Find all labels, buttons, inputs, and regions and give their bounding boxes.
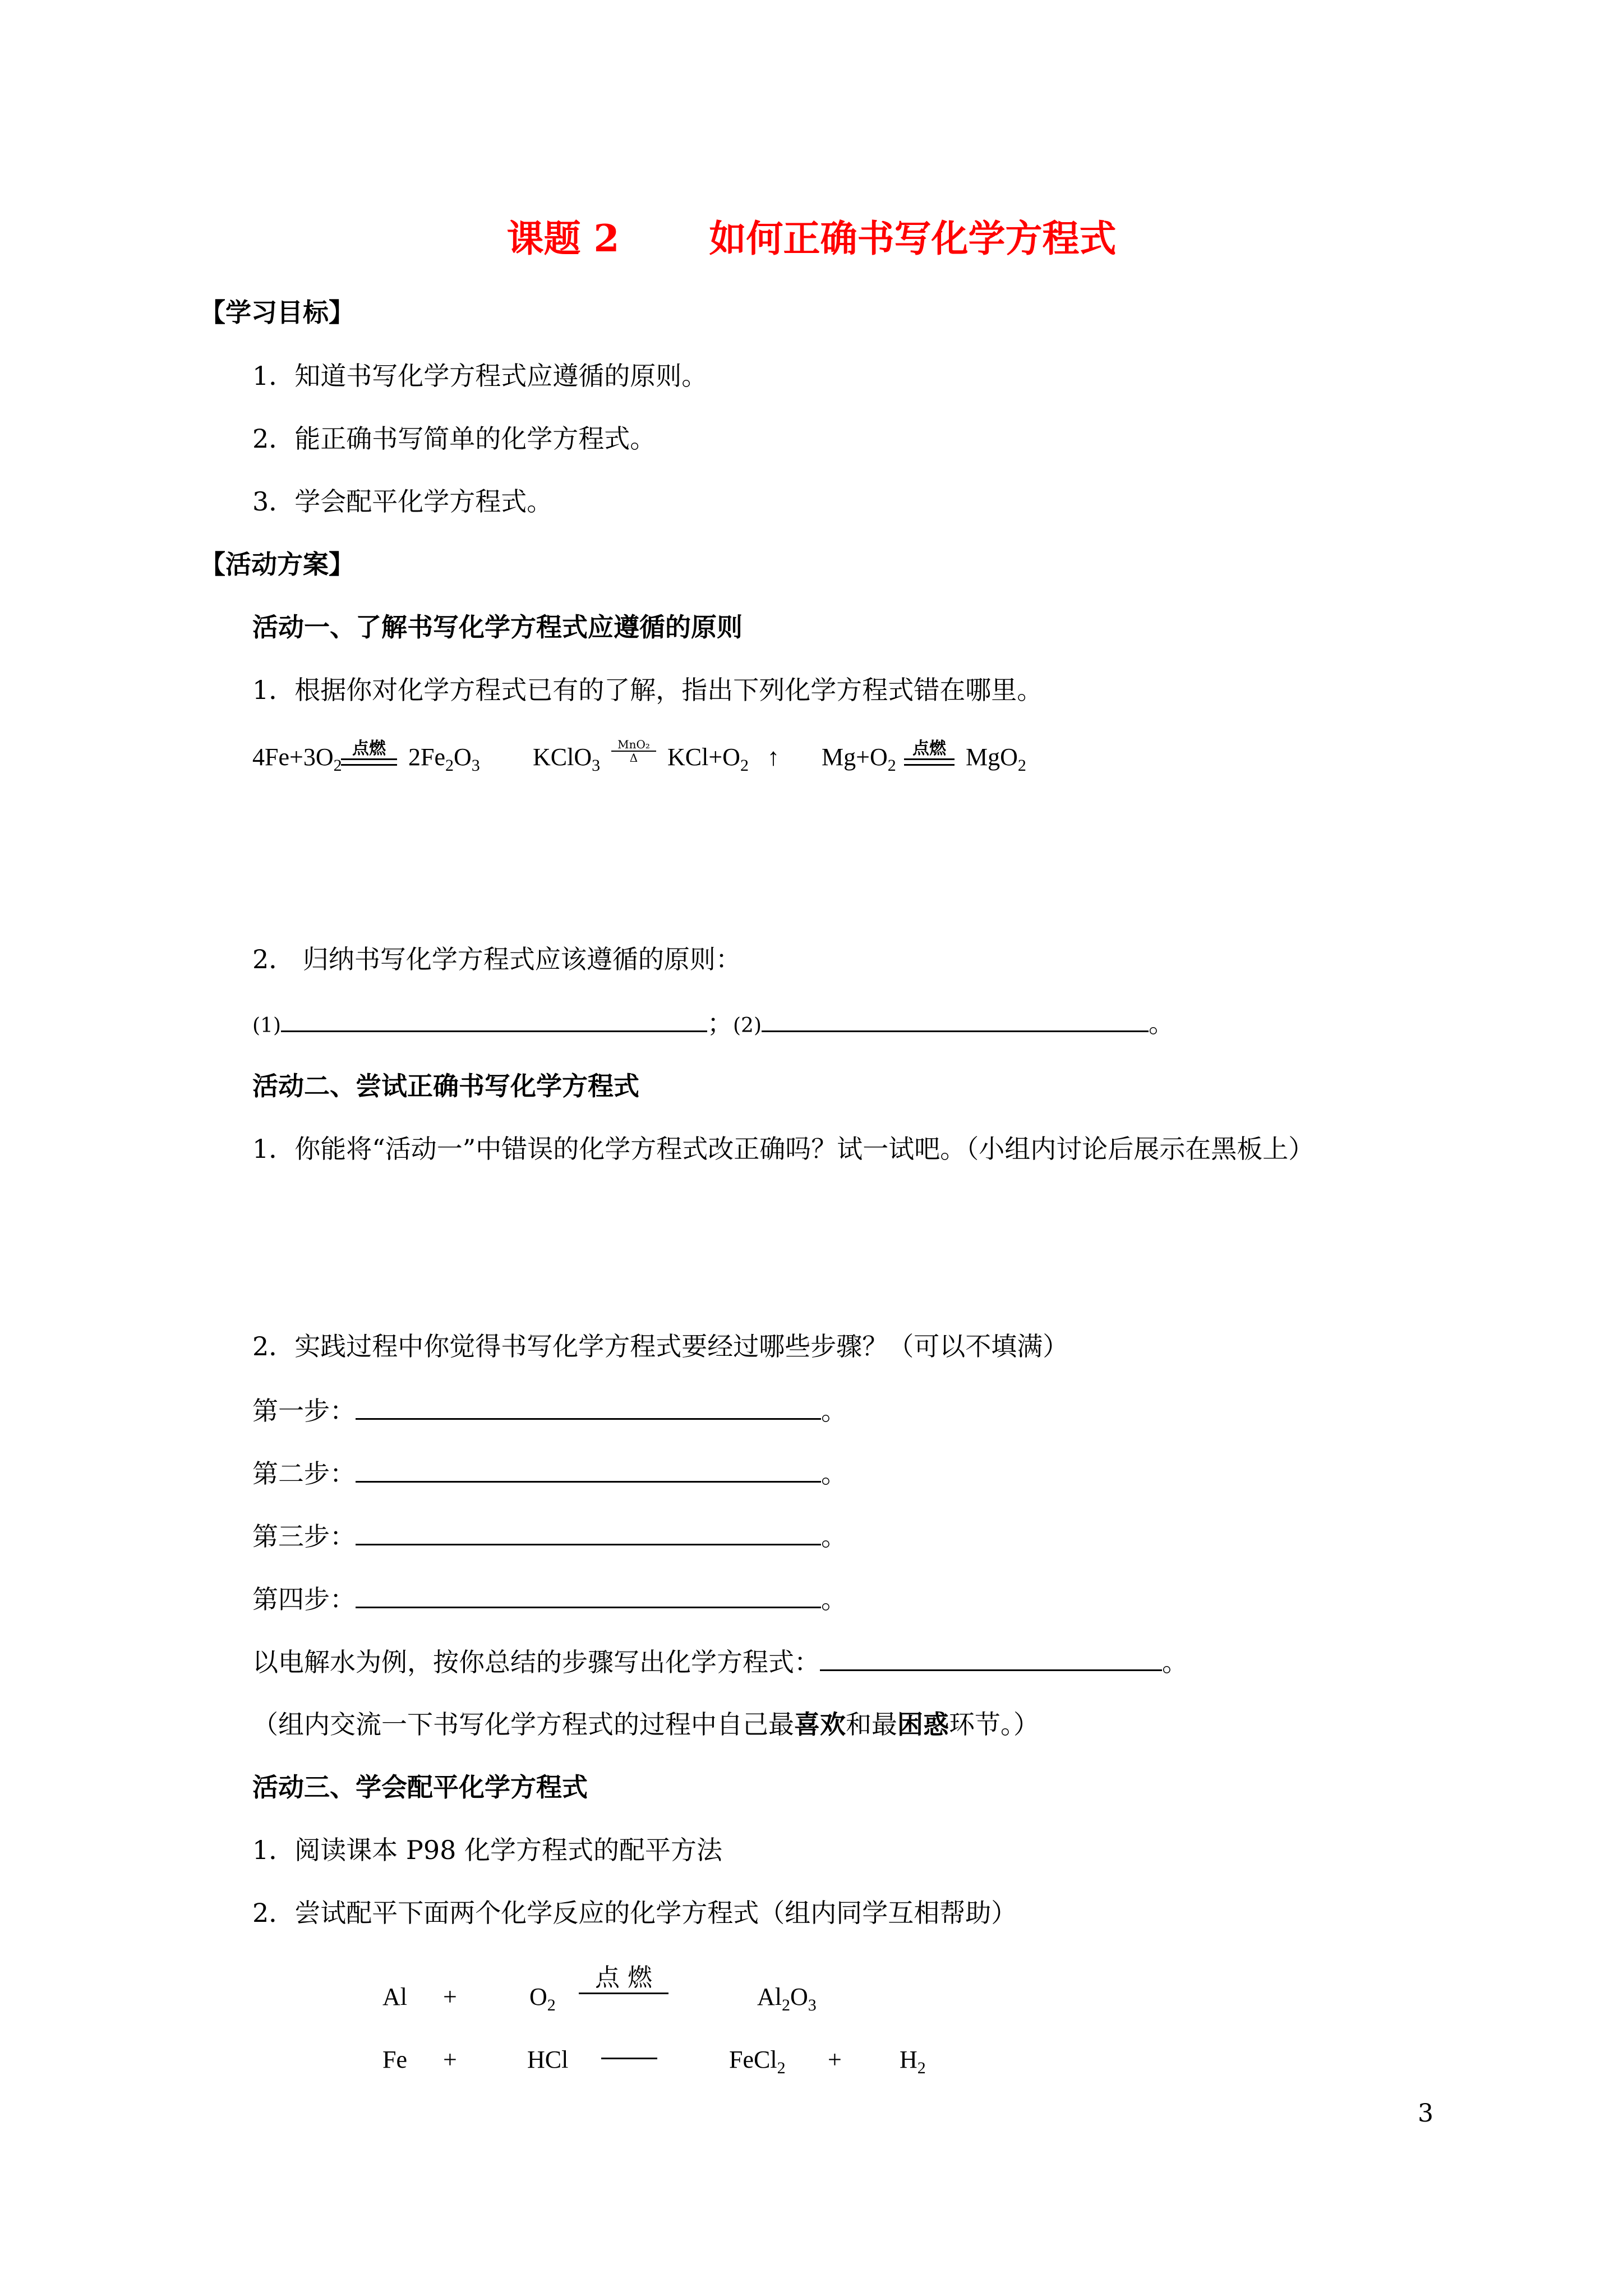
equation-3-product: MgO$_2$ — [966, 743, 1026, 775]
group-note: （组内交流一下书写化学方程式的过程中自己最喜欢和最困惑环节。） — [252, 1709, 1039, 1740]
activity1-question-2: 2． 归纳书写化学方程式应该遵循的原则： — [252, 944, 741, 974]
page-number: 3 — [1418, 2099, 1433, 2128]
reaction-2-reactant-b: HCl — [527, 2046, 569, 2073]
reaction-2-reactant-a: Fe — [382, 2046, 407, 2073]
objective-item: 3．学会配平化学方程式。 — [252, 486, 553, 517]
principle-2-blank[interactable] — [762, 1006, 1149, 1032]
step-3-blank[interactable] — [356, 1519, 821, 1545]
plan-heading: 【活动方案】 — [200, 549, 354, 579]
reaction-2-product-d: $H_2$ — [900, 2046, 926, 2077]
reaction-1-reactant-a: Al — [382, 1983, 407, 2010]
activity2-heading: 活动二、尝试正确书写化学方程式 — [252, 1071, 639, 1101]
lesson-number: 课题 2 — [506, 217, 620, 260]
step-2-blank[interactable] — [356, 1456, 821, 1483]
principles-blanks: (1) ；(2) 。 — [252, 1006, 1174, 1043]
reaction-2-product-c: FeCl$_2$ — [729, 2046, 786, 2077]
reaction-1-product: $Al_2O_3$ — [757, 1983, 817, 2014]
reaction-2-plus: + — [443, 2046, 457, 2073]
objective-item: 2．能正确书写简单的化学方程式。 — [252, 424, 656, 454]
equation-1: $4Fe+3O_2$ — [252, 743, 342, 775]
equation-1-condition: 点燃 — [341, 739, 397, 766]
reaction-1-plus: + — [443, 1983, 457, 2010]
equation-3-condition: 点燃 — [904, 739, 955, 766]
reaction-2-arrow-line — [601, 2058, 657, 2059]
step-4: 第四步： 。 — [252, 1582, 847, 1616]
electrolysis-blank[interactable] — [820, 1645, 1162, 1671]
reaction-2-plus-2: + — [828, 2046, 842, 2073]
activity1-heading: 活动一、了解书写化学方程式应遵循的原则 — [252, 612, 743, 642]
step-3: 第三步： 。 — [252, 1519, 847, 1553]
lesson-topic: 如何正确书写化学方程式 — [709, 217, 1117, 260]
objective-item: 1．知道书写化学方程式应遵循的原则。 — [252, 361, 708, 391]
activity2-question-2: 2．实践过程中你觉得书写化学方程式要经过哪些步骤？（可以不填满） — [252, 1331, 1069, 1361]
activity3-heading: 活动三、学会配平化学方程式 — [252, 1772, 588, 1802]
electrolysis-example: 以电解水为例，按你总结的步骤写出化学方程式： 。 — [252, 1645, 1188, 1679]
objectives-heading: 【学习目标】 — [200, 297, 354, 328]
reaction-1-condition: 点 燃 — [579, 1963, 668, 1994]
step-2: 第二步： 。 — [252, 1456, 847, 1490]
activity3-question-1: 1．阅读课本 P98 化学方程式的配平方法 — [252, 1835, 722, 1865]
gas-arrow-icon: ↑ — [767, 743, 780, 771]
page-title — [0, 213, 1623, 264]
activity3-question-2: 2．尝试配平下面两个化学反应的化学方程式（组内同学互相帮助） — [252, 1898, 1017, 1928]
activity1-question-1: 1．根据你对化学方程式已有的了解，指出下列化学方程式错在哪里。 — [252, 675, 1043, 705]
step-1: 第一步： 。 — [252, 1393, 847, 1428]
equation-2-product: $KCl+O_2$ ↑ — [667, 743, 780, 775]
step-4-blank[interactable] — [356, 1582, 821, 1608]
equation-2-condition: MnO₂ Δ — [611, 738, 656, 764]
reaction-1-reactant-b: $O_2$ — [529, 1983, 556, 2014]
principle-1-blank[interactable] — [281, 1006, 707, 1032]
equation-2: KClO$_3$ — [533, 743, 601, 775]
equation-1-product: $2Fe_2O_3$ — [408, 743, 480, 775]
equation-3: $Mg+O_2$ — [822, 743, 896, 775]
step-1-blank[interactable] — [356, 1393, 821, 1420]
activity2-question-1: 1．你能将“活动一”中错误的化学方程式改正确吗？试一试吧。（小组内讨论后展示在黑板上） — [252, 1134, 1315, 1164]
